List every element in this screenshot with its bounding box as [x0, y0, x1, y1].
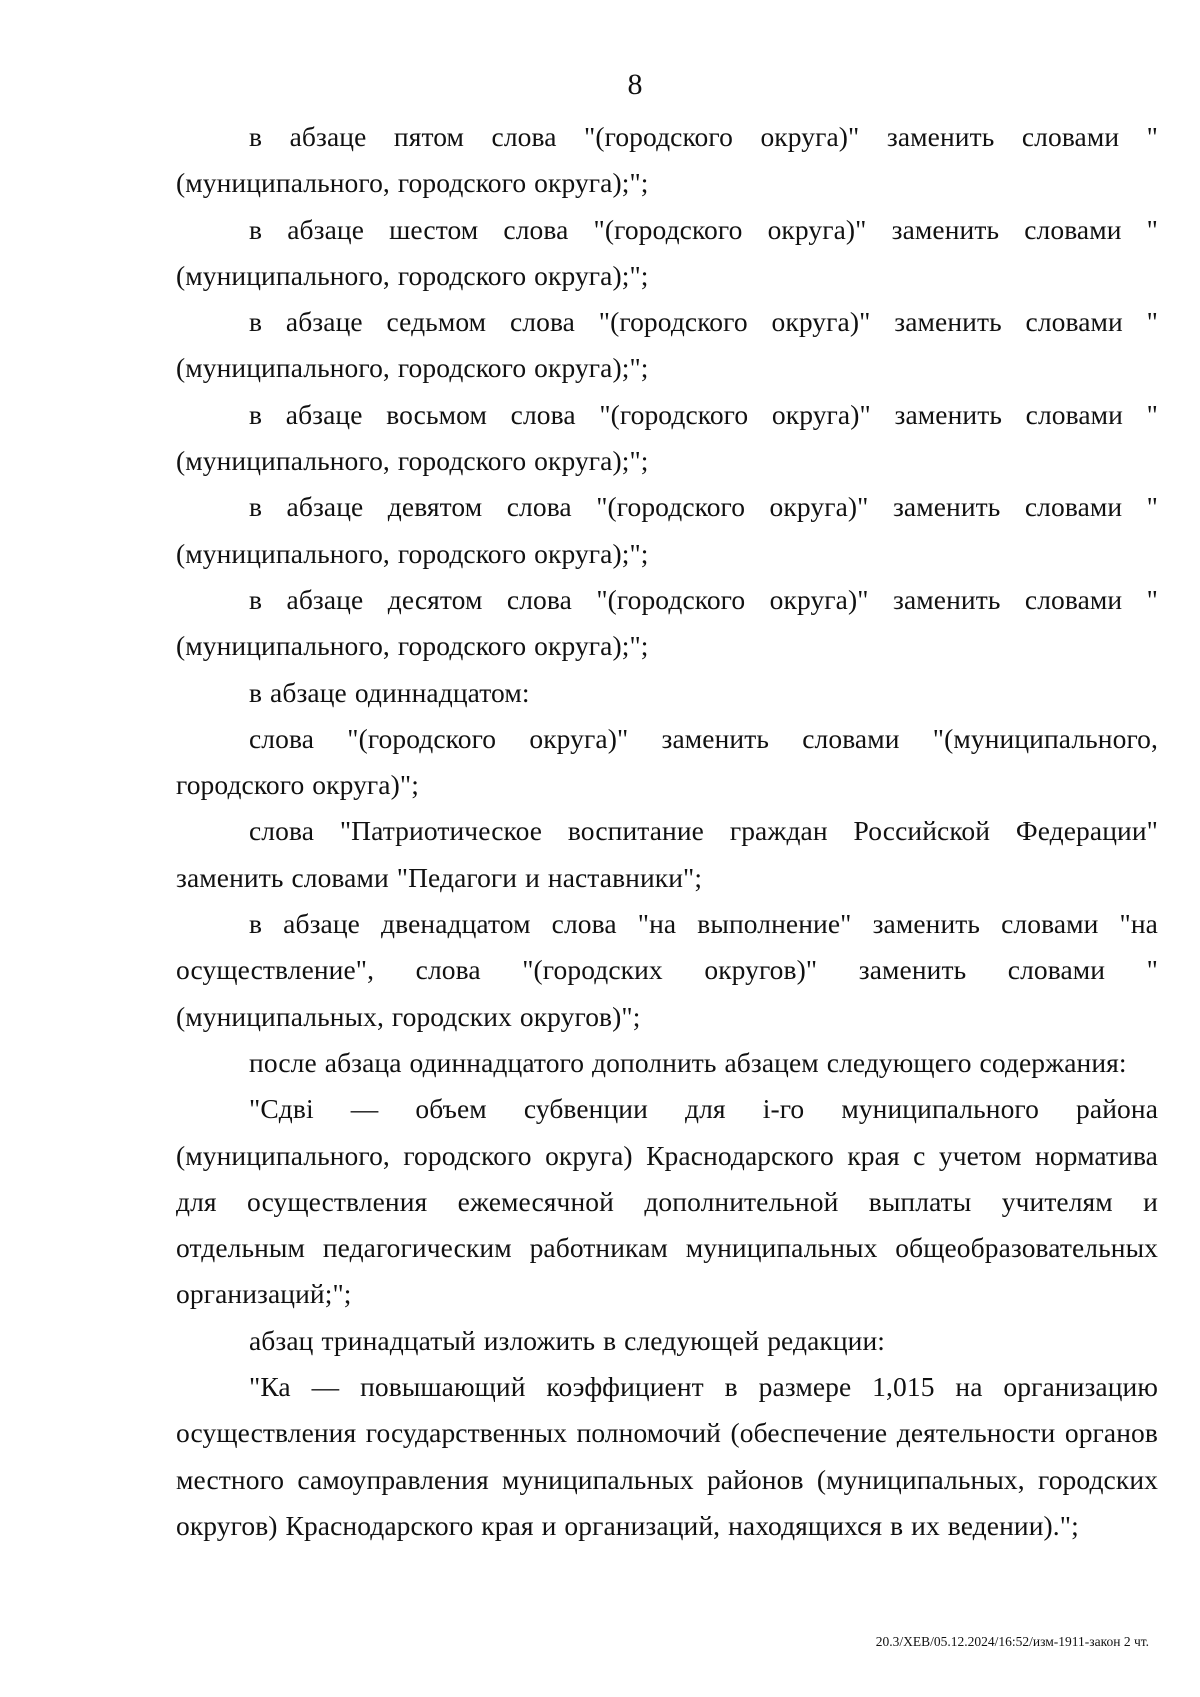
paragraph: в абзаце двенадцатом слова "на выполнение" заменить словами "на осуществление", слова "(городских округов)" заменить словами "(муниципальных, городских округов)"; — [176, 908, 1158, 1032]
paragraph: в абзаце девятом слова "(городского округа)" заменить словами "(муниципального, городского округа);"; — [176, 491, 1158, 569]
paragraph: в абзаце одиннадцатом: — [249, 676, 530, 708]
paragraph: в абзаце шестом слова "(городского округа)" заменить словами "(муниципального, городского округа);"; — [176, 213, 1158, 291]
paragraph: в абзаце пятом слова "(городского округа)" заменить словами "(муниципального, городского округа);"; — [176, 121, 1158, 199]
paragraph: в абзаце восьмом слова "(городского округа)" заменить словами "(муниципального, городского округа);"; — [176, 398, 1158, 477]
page-number: 8 — [627, 68, 643, 101]
document-body — [176, 114, 1158, 1549]
paragraph: "Сдвi — объем субвенции для i-го муниципального района (муниципального, городского округа) Краснодарского края с учетом норматива для осуществления ежемесячной дополнительной выплаты учителям и отдельным педагогическим работникам муниципальных общеобразовательных организаций;"; — [176, 1093, 1158, 1310]
paragraph: слова "(городского округа)" заменить словами "(муниципального, городского округа)"; — [176, 722, 1158, 801]
paragraph: "Ка — повышающий коэффициент в размере 1,015 на организацию осуществления государственных полномочий (обеспечение деятельности органов местного самоуправления муниципальных районов (муниципальных, городских округов) Краснодарского края и организаций, находящихся в их ведении)."; — [176, 1371, 1158, 1541]
paragraph: в абзаце седьмом слова "(городского округа)" заменить словами "(муниципального, городского округа);"; — [176, 306, 1158, 384]
paragraph: слова "Патриотическое воспитание граждан Российской Федерации" заменить словами "Педагоги и наставники"; — [176, 815, 1158, 893]
paragraph: в абзаце десятом слова "(городского округа)" заменить словами "(муниципального, городского округа);"; — [176, 583, 1158, 662]
document-footer-code: 20.3/ХЕВ/05.12.2024/16:52/изм-1911-закон 2 чт. — [875, 1634, 1149, 1649]
paragraph: после абзаца одиннадцатого дополнить абзацем следующего содержания: — [249, 1046, 1127, 1078]
paragraph: абзац тринадцатый изложить в следующей редакции: — [249, 1324, 886, 1356]
